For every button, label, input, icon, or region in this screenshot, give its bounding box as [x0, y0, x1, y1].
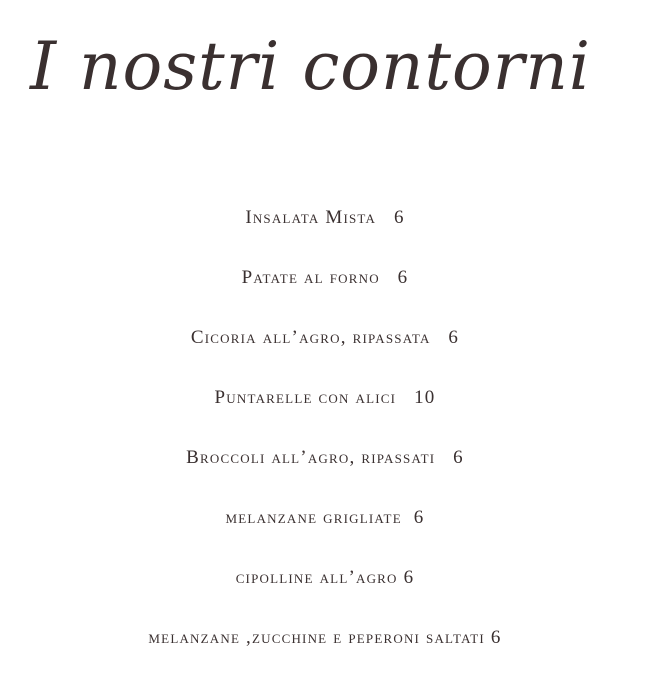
- menu-item: [0, 308, 650, 368]
- dish-separator: [380, 267, 398, 288]
- menu-item: [0, 548, 650, 608]
- dish-price: 6: [448, 327, 460, 348]
- page-title: I nostri contorni: [30, 28, 591, 105]
- dish-name: Broccoli all’agro, ripassati: [186, 447, 436, 468]
- dish-price: 6: [393, 207, 405, 228]
- side-dishes-list: [0, 188, 650, 668]
- dish-separator: [376, 207, 394, 228]
- dish-name: melanzane ,zucchine e peperoni saltati: [148, 627, 485, 648]
- dish-name: Insalata Mista: [245, 207, 377, 228]
- dish-name: melanzane grigliate: [225, 507, 402, 528]
- menu-item: [0, 488, 650, 548]
- menu-item: [0, 188, 650, 248]
- dish-name: Patate al forno: [241, 267, 380, 288]
- menu-item: [0, 248, 650, 308]
- dish-separator: [431, 327, 449, 348]
- menu-item: [0, 368, 650, 428]
- dish-name: cipolline all’agro: [235, 567, 398, 588]
- dish-price: 6: [453, 447, 464, 468]
- dish-name: Puntarelle con alici: [214, 387, 397, 408]
- menu-item: [0, 608, 650, 668]
- dish-separator: [396, 387, 414, 408]
- dish-price: 10: [414, 387, 436, 408]
- dish-separator: [435, 447, 453, 468]
- menu-item: [0, 428, 650, 488]
- dish-price: 6: [413, 507, 425, 528]
- dish-price: 6: [397, 267, 409, 288]
- dish-name: Cicoria all’agro, ripassata: [190, 327, 431, 348]
- dish-separator: [402, 507, 414, 528]
- dish-price: 6: [490, 627, 502, 648]
- dish-price: 6: [403, 567, 415, 588]
